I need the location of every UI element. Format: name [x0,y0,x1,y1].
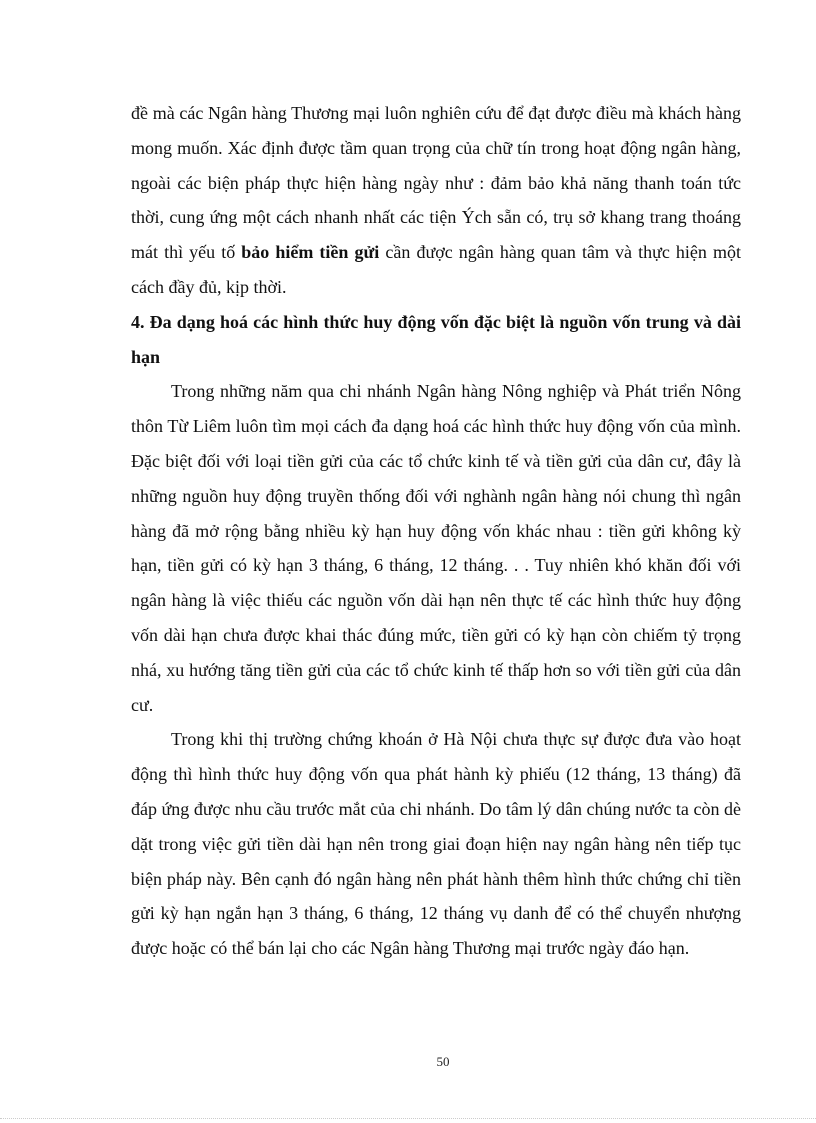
document-page [131,96,741,966]
page-bottom-divider [0,1118,816,1119]
section-heading: 4. Đa dạng hoá các hình thức huy động vốn đặc biệt là nguồn vốn trung và dài hạn [131,311,741,367]
bold-term: bảo hiểm tiền gửi [241,242,380,263]
paragraph-text-end: cần được ngân hàng quan tâm và thực hiện một cách đầy đủ, kịp thời. [131,242,741,297]
paragraph-continued [131,96,741,305]
paragraph-text: đề mà các Ngân hàng Thương mại luôn nghiên cứu để đạt được điều mà khách hàng mong muốn. Xác định được tầm quan trọng của chữ tín trong hoạt động ngân hàng, ngoài các biện pháp thực hiện hàng ngày như : đảm bảo khả năng thanh toán tức thời, cung ứng một cách nhanh nhất các tiện Ých sẵn có, trụ sở khang trang thoáng mát thì yếu tố [131,103,741,263]
paragraph: Trong những năm qua chi nhánh Ngân hàng Nông nghiệp và Phát triển Nông thôn Từ Liêm luôn tìm mọi cách đa dạng hoá các hình thức huy động vốn của mình. Đặc biệt đối với loại tiền gửi của các tổ chức kinh tế và tiền gửi của dân cư, đây là những nguồn huy động truyền thống đối với nghành ngân hàng nói chung thì ngân hàng đã mở rộng bằng nhiều kỳ hạn huy động vốn khác nhau : tiền gửi không kỳ hạn, tiền gửi có kỳ hạn 3 tháng, 6 tháng, 12 tháng. . . Tuy nhiên khó khăn đối với ngân hàng là việc thiếu các nguồn vốn dài hạn nên thực tế các hình thức huy động vốn dài hạn chưa được khai thác đúng mức, tiền gửi có kỳ hạn còn chiếm tỷ trọng nhá, xu hướng tăng tiền gửi của các tổ chức kinh tế thấp hơn so với tiền gửi của dân cư. [131,381,741,715]
paragraph: Trong khi thị trường chứng khoán ở Hà Nội chưa thực sự được đưa vào hoạt động thì hình thức huy động vốn qua phát hành kỳ phiếu (12 tháng, 13 tháng) đã đáp ứng được nhu cầu trước mắt của chi nhánh. Do tâm lý dân chúng nước ta còn dè dặt trong việc gửi tiền dài hạn nên trong giai đoạn hiện nay ngân hàng nên tiếp tục biện pháp này. Bên cạnh đó ngân hàng nên phát hành thêm hình thức chứng chỉ tiền gửi kỳ hạn ngắn hạn 3 tháng, 6 tháng, 12 tháng vụ danh để có thể chuyển nhượng được hoặc có thể bán lại cho các Ngân hàng Thương mại trước ngày đáo hạn. [131,729,741,959]
page-number: 50 [436,1054,450,1069]
